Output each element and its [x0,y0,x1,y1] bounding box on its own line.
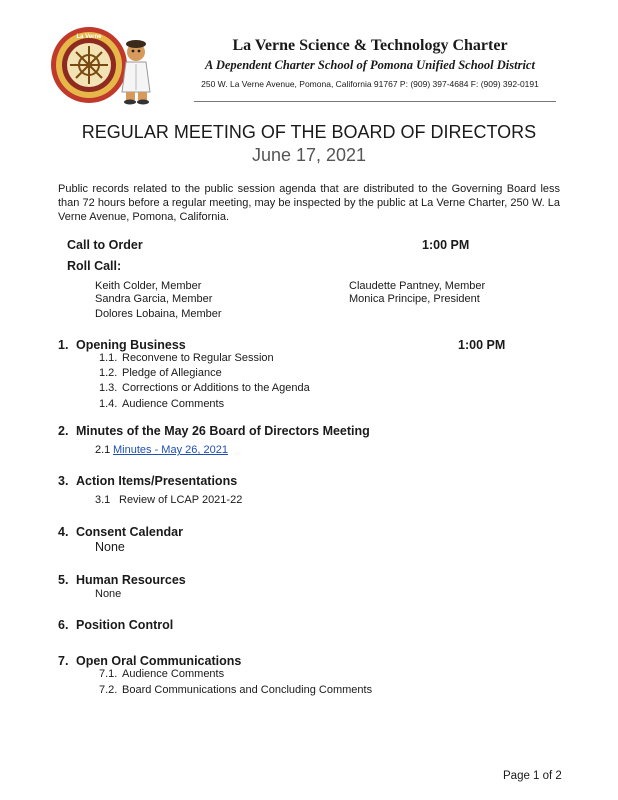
section-number: 3. [58,474,69,488]
call-to-order-label: Call to Order [67,238,143,252]
agenda-item: Corrections or Additions to the Agenda [122,382,310,394]
section-number: 2. [58,424,69,438]
meeting-title: REGULAR MEETING OF THE BOARD OF DIRECTORS [81,122,537,142]
section-note: None [95,588,122,600]
agenda-item: Review of LCAP 2021-22 [119,494,243,506]
item-number: 3.1 [95,494,111,506]
section-number: 7. [58,654,69,668]
page-number: Page 1 of 2 [503,770,562,782]
item-number: 7.1. [99,668,118,680]
item-number: 1.4. [99,398,118,410]
school-name: La Verne Science & Technology Charter [232,37,508,54]
section-number: 5. [58,573,69,587]
section-title-minutes: Minutes of the May 26 Board of Directors Meeting [76,424,370,438]
item-number: 1.3. [99,382,118,394]
roll-call-member: Monica Principe, President [349,293,480,305]
section-note: None [95,540,125,554]
agenda-item: Pledge of Allegiance [122,367,222,379]
item-number: 1.2. [99,367,118,379]
section-number: 1. [58,338,69,352]
section-title-position-control: Position Control [76,618,174,632]
roll-call-member: Dolores Lobaina, Member [95,308,222,320]
opening-business-time: 1:00 PM [458,338,506,352]
minutes-link[interactable]: Minutes - May 26, 2021 [113,444,228,456]
call-to-order-time: 1:00 PM [422,238,470,252]
section-number: 4. [58,525,69,539]
roll-call-label: Roll Call: [67,259,122,273]
section-title-opening-business: Opening Business [76,338,186,352]
school-subtitle: A Dependent Charter School of Pomona Unified School District [205,58,535,72]
section-title-human-resources: Human Resources [76,573,186,587]
roll-call-member: Sandra Garcia, Member [95,293,213,305]
roll-call-member: Claudette Pantney, Member [349,280,486,292]
item-number: 2.1 [95,444,111,456]
item-number: 7.2. [99,684,118,696]
school-address: 250 W. La Verne Avenue, Pomona, California 91767 P: (909) 397-4684 F: (909) 392-0191 [201,79,539,89]
header-divider [194,101,556,102]
public-records-notice: Public records related to the public session agenda that are distributed to the Governing Board less than 72 hours before a regular meeting, may be inspected by the public at La Verne Charter, 250 W. La Verne Avenue, Pomona, California. [58,183,560,223]
section-title-action-items: Action Items/Presentations [76,474,238,488]
agenda-item: Audience Comments [122,398,225,410]
section-number: 6. [58,618,69,632]
section-title-consent-calendar: Consent Calendar [76,525,183,539]
item-number: 1.1. [99,352,118,364]
school-seal-icon [48,24,160,106]
agenda-item: Reconvene to Regular Session [122,352,274,364]
agenda-item: Board Communications and Concluding Comments [122,684,373,696]
meeting-date: June 17, 2021 [251,145,367,165]
agenda-item: Audience Comments [122,668,225,680]
section-title-open-oral-communications: Open Oral Communications [76,654,242,668]
svg-text:La Verne: La Verne [76,34,102,40]
school-logo [48,24,160,106]
roll-call-member: Keith Colder, Member [95,280,202,292]
